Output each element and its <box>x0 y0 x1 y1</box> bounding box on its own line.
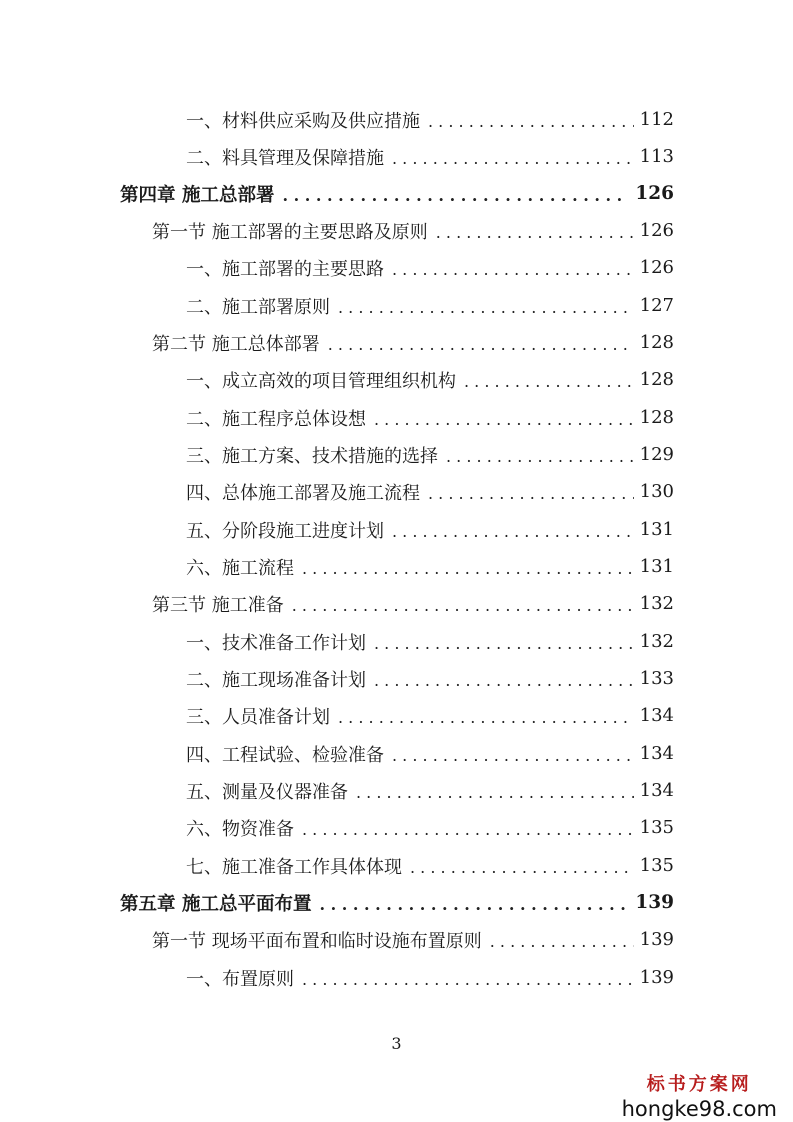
toc-entry-label: 一、成立高效的项目管理组织机构 <box>186 370 456 392</box>
toc-entry[interactable] <box>186 959 674 996</box>
toc-entry[interactable] <box>186 473 674 510</box>
dot-leader <box>374 408 634 428</box>
watermark-url: hongke98.com <box>621 1097 777 1121</box>
toc-entry[interactable] <box>186 772 674 809</box>
toc-entry[interactable] <box>186 399 674 436</box>
dot-leader <box>302 968 634 988</box>
toc-entry-label: 六、物资准备 <box>186 818 294 840</box>
dot-leader <box>338 706 634 726</box>
toc-entry[interactable] <box>186 361 674 398</box>
dot-leader <box>319 893 629 913</box>
toc-entry[interactable] <box>186 623 674 660</box>
toc-entry-page: 134 <box>639 705 674 726</box>
toc-entry[interactable] <box>186 660 674 697</box>
dot-leader <box>410 856 634 876</box>
toc-entry-page: 134 <box>639 780 674 801</box>
dot-leader <box>464 370 634 390</box>
dot-leader <box>446 445 634 465</box>
toc-entry-label: 五、测量及仪器准备 <box>186 781 348 803</box>
toc-entry-page: 127 <box>639 295 674 316</box>
toc-entry-page: 139 <box>639 967 674 988</box>
toc-entry[interactable] <box>186 847 674 884</box>
toc-entry-label: 一、布置原则 <box>186 968 294 990</box>
toc-entry-label: 四、工程试验、检验准备 <box>186 744 384 766</box>
toc-entry-page: 113 <box>639 146 674 167</box>
toc-entry-label: 三、人员准备计划 <box>186 706 330 728</box>
toc-entry-page: 130 <box>639 481 674 502</box>
dot-leader <box>338 296 634 316</box>
toc-entry-label: 第一节 施工部署的主要思路及原则 <box>152 221 428 243</box>
toc-entry-label: 二、施工部署原则 <box>186 296 330 318</box>
toc-entry-label: 二、施工程序总体设想 <box>186 408 366 430</box>
toc-section-entry[interactable] <box>152 324 674 361</box>
dot-leader <box>392 520 634 540</box>
watermark-logo[interactable] <box>622 1070 777 1121</box>
toc-entry-page: 132 <box>639 593 674 614</box>
dot-leader <box>374 632 634 652</box>
dot-leader <box>490 930 634 950</box>
toc-entry-page: 131 <box>639 519 674 540</box>
toc-entry-label: 五、分阶段施工进度计划 <box>186 520 384 542</box>
toc-entry-page: 126 <box>639 257 674 278</box>
toc-entry-page: 135 <box>639 817 674 838</box>
watermark-cn: 标书方案网 <box>646 1074 752 1095</box>
toc-entry[interactable] <box>186 249 674 286</box>
dot-leader <box>436 221 634 241</box>
toc-entry[interactable] <box>186 697 674 734</box>
toc-entry-page: 128 <box>639 407 674 428</box>
toc-entry-page: 112 <box>639 109 674 130</box>
toc-entry-label: 第一节 现场平面布置和临时设施布置原则 <box>152 930 482 952</box>
toc-entry-label: 二、料具管理及保障措施 <box>186 147 384 169</box>
toc-entry-page: 133 <box>639 668 674 689</box>
toc-entry-page: 128 <box>639 332 674 353</box>
toc-entry[interactable] <box>186 809 674 846</box>
toc-entry-label: 一、技术准备工作计划 <box>186 632 366 654</box>
dot-leader <box>292 594 634 614</box>
dot-leader <box>428 482 634 502</box>
toc-entry-label: 三、施工方案、技术措施的选择 <box>186 445 438 467</box>
toc-entry-label: 一、材料供应采购及供应措施 <box>186 110 420 132</box>
toc-entry[interactable] <box>186 436 674 473</box>
toc-entry-page: 135 <box>639 855 674 876</box>
toc-entry[interactable] <box>186 101 674 138</box>
toc-entry-page: 134 <box>639 743 674 764</box>
dot-leader <box>428 110 634 130</box>
toc-entry-label: 一、施工部署的主要思路 <box>186 258 384 280</box>
dot-leader <box>282 184 629 204</box>
toc-chapter-entry[interactable] <box>120 175 674 212</box>
page-number: 3 <box>391 1034 402 1053</box>
dot-leader <box>328 333 634 353</box>
toc-entry-label: 七、施工准备工作具体体现 <box>186 856 402 878</box>
toc-entry-page: 126 <box>639 220 674 241</box>
toc-entry-page: 129 <box>639 444 674 465</box>
dot-leader <box>302 557 634 577</box>
toc-entry-page: 128 <box>639 369 674 390</box>
dot-leader <box>392 258 634 278</box>
toc-entry[interactable] <box>186 511 674 548</box>
toc-entry-page: 139 <box>635 892 674 913</box>
toc-entry-label: 第四章 施工总部署 <box>120 184 275 206</box>
toc-entry-label: 第五章 施工总平面布置 <box>120 893 312 915</box>
toc-entry-page: 126 <box>635 183 674 204</box>
dot-leader <box>392 147 634 167</box>
toc-entry-label: 第二节 施工总体部署 <box>152 333 320 355</box>
toc-section-entry[interactable] <box>152 921 674 958</box>
toc-entry-label: 六、施工流程 <box>186 557 294 579</box>
toc-entry-label: 二、施工现场准备计划 <box>186 669 366 691</box>
dot-leader <box>374 669 634 689</box>
toc-chapter-entry[interactable] <box>120 884 674 921</box>
dot-leader <box>302 818 634 838</box>
toc-entry-label: 第三节 施工准备 <box>152 594 284 616</box>
dot-leader <box>392 744 634 764</box>
toc-entry-page: 131 <box>639 556 674 577</box>
dot-leader <box>356 781 634 801</box>
toc-entry-page: 139 <box>639 929 674 950</box>
toc-entry[interactable] <box>186 287 674 324</box>
toc-entry-page: 132 <box>639 631 674 652</box>
toc-entry[interactable] <box>186 548 674 585</box>
toc-section-entry[interactable] <box>152 585 674 622</box>
toc-entry[interactable] <box>186 735 674 772</box>
toc-entry-label: 四、总体施工部署及施工流程 <box>186 482 420 504</box>
toc-section-entry[interactable] <box>152 212 674 249</box>
toc-entry[interactable] <box>186 138 674 175</box>
